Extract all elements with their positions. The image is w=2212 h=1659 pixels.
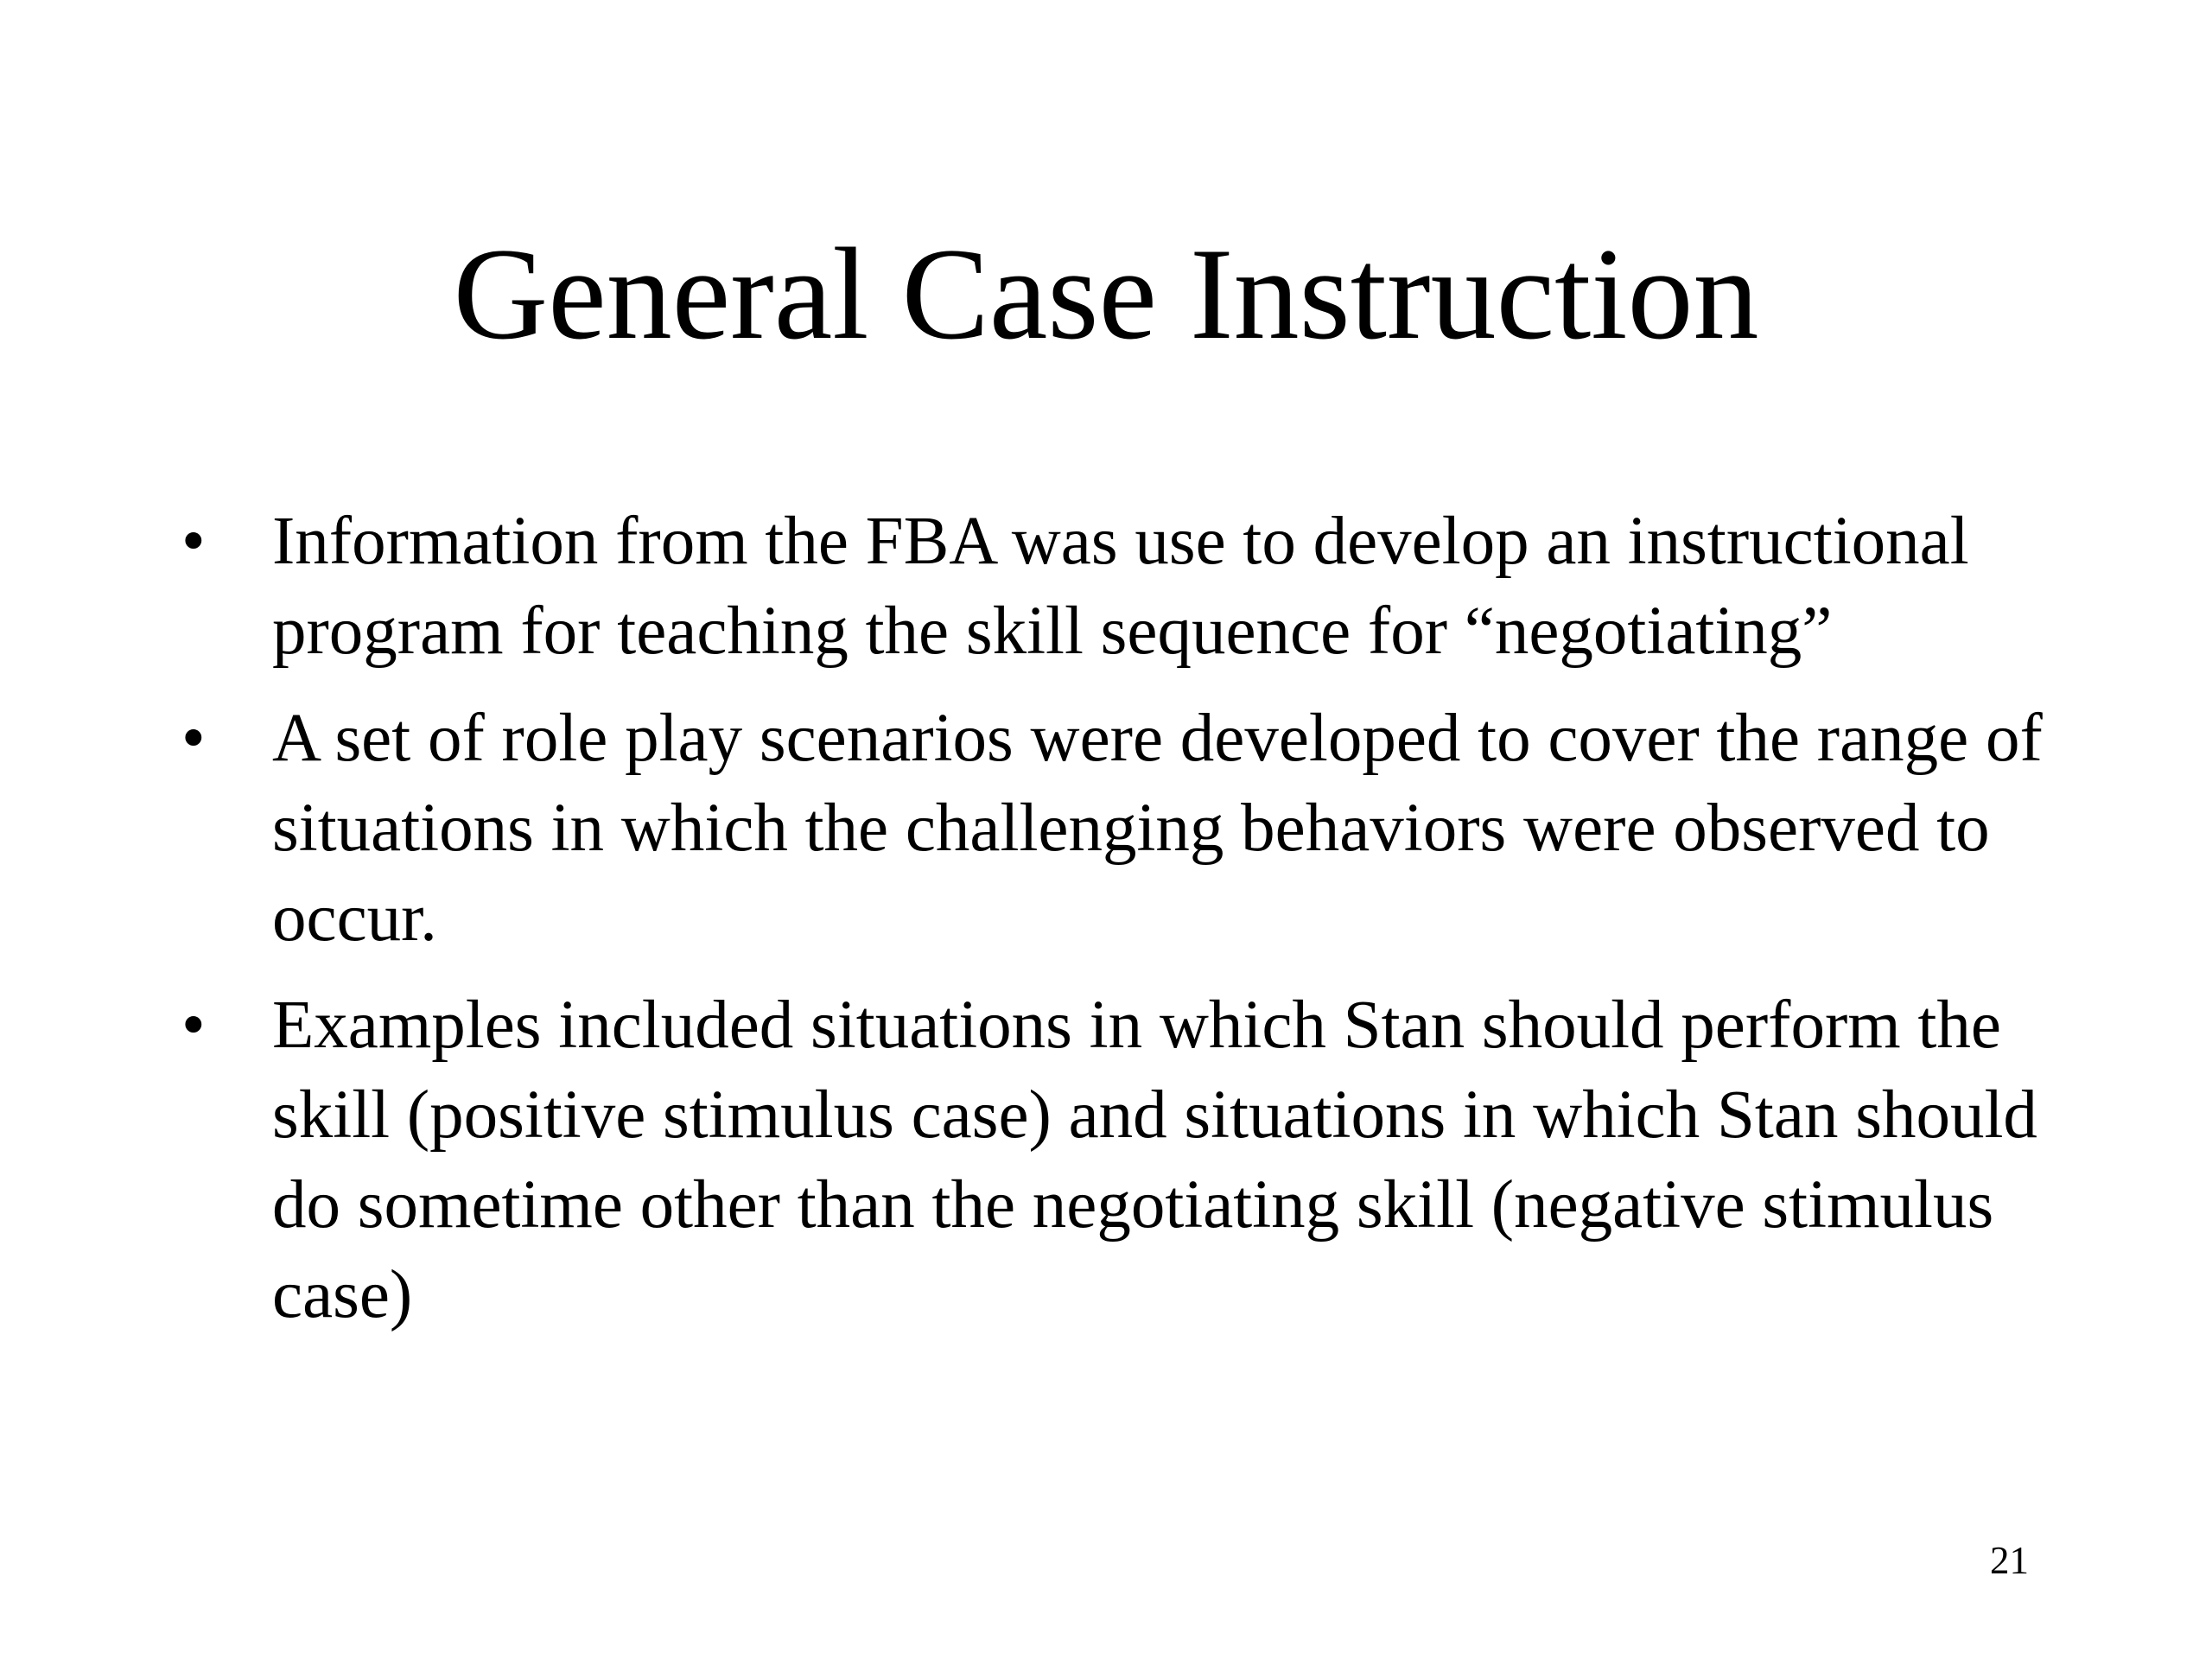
bullet-text-3: Examples included situations in which Stan should perform the skill (positive stimulus case) and situations in which Stan should do sometime other than the negotiating skill (negative stimulus case)	[272, 988, 2037, 1332]
bullet-item-1	[181, 497, 2108, 677]
bullet-list	[181, 497, 2108, 1357]
bullet-item-2	[181, 694, 2108, 963]
bullet-text-2: A set of role play scenarios were developed to cover the range of situations in which the challenging behaviors were observed to occur.	[272, 701, 2043, 956]
bullet-dot-icon: •	[181, 988, 206, 1063]
page-number: 21	[1990, 1539, 2029, 1582]
bullet-text-1: Information from the FBA was use to develop an instructional program for teaching the skill sequence for “negotiating”	[272, 504, 1969, 669]
bullet-item-3	[181, 981, 2108, 1340]
bullet-dot-icon: •	[181, 701, 206, 776]
slide-title: General Case Instruction	[453, 221, 1759, 366]
bullet-dot-icon: •	[181, 504, 206, 579]
